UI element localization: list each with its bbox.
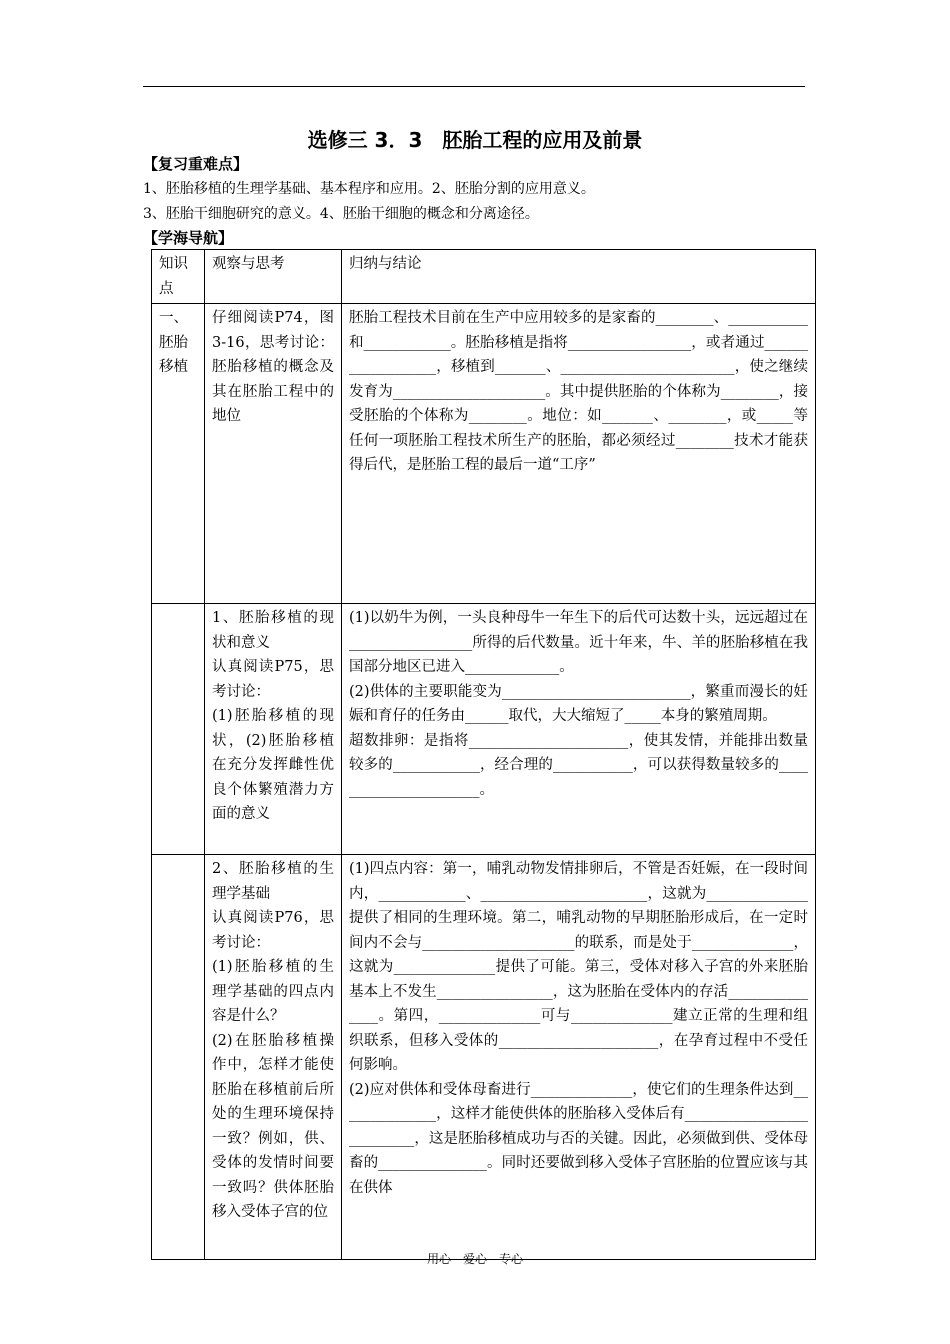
table-row xyxy=(152,855,816,1260)
table-header-row xyxy=(152,250,816,304)
conclusion-cell: (1)以奶牛为例，一头良种母牛一年生下的后代可达数十头，远远超过在_________________所得的后代数量。近十年来，牛、羊的胚胎移植在我国部分地区已进入_____________。 (2)供体的主要职能变为__________________________，繁重而漫长的妊娠和育仔的任务由______取代，大大缩短了_____本身的繁殖周期。 超数排卵：是指将______________________，使其发情，并能排出数量较多的____________，经合理的___________，可以获得数量较多的______________________。 xyxy=(342,604,816,855)
table-row xyxy=(152,604,816,855)
review-line-2: 3、胚胎干细胞研究的意义。4、胚胎干细胞的概念和分离途径。 xyxy=(143,206,539,222)
conclusion-cell: (1)四点内容：第一，哺乳动物发情排卵后，不管是否妊娠，在一段时间内，____________、_______________________，这就为______________提供了相同的生理环境。第二，哺乳动物的早期胚胎形成后，在一定时间内不会与_____________________的联系，而是处于______________，这就为______________提供了可能。第三，受体对移入子宫的外来胚胎基本上不发生________________，这为胚胎在受体内的存活_______________。第四，______________可与______________建立正常的生理和组织联系，但移入受体的______________________，在孕育过程中不受任何影响。 (2)应对供体和受体母畜进行______________，使它们的生理条件达到______________，这样才能使供体的胚胎移入受体后有__________________________，这是胚胎移植成功与否的关键。因此，必须做到供、受体母畜的_______________。同时还要做到移入受体子宫胚胎的位置应该与其在供体 xyxy=(342,855,816,1260)
table-row xyxy=(152,304,816,604)
conclusion-cell: 胚胎工程技术目前在生产中应用较多的是家畜的________、___________和____________。胚胎移植是指将_________________，或者通过__________________，移植到_______、________________________，使之继续发育为_____________________。其中提供胚胎的个体称为________，接受胚胎的个体称为________。地位：如_______、________，或_____等任何一项胚胎工程技术所生产的胚胎，都必须经过________技术才能获得后代，是胚胎工程的最后一道“工序” xyxy=(342,304,816,604)
column-header-conclusion: 归纳与结论 xyxy=(342,250,816,304)
page-footer: 用心 爱心 专心 xyxy=(426,1252,523,1266)
header-rule xyxy=(143,86,805,87)
review-line-1: 1、胚胎移植的生理学基础、基本程序和应用。2、胚胎分割的应用意义。 xyxy=(143,181,595,197)
think-cell: 仔细阅读P74，图3-16，思考讨论：胚胎移植的概念及其在胚胎工程中的地位 xyxy=(205,304,342,604)
page-title: 选修三 3．3 胚胎工程的应用及前景 xyxy=(307,128,643,152)
review-heading: 【复习重难点】 xyxy=(143,155,249,173)
guide-heading: 【学海导航】 xyxy=(143,229,234,247)
think-cell: 2、胚胎移植的生理学基础 认真阅读P76，思考讨论： (1)胚胎移植的生理学基础的四点内容是什么？ (2)在胚胎移植操作中，怎样才能使胚胎在移植前后所处的生理环境保持一致？例如，供、受体的发情时间要一致吗？供体胚胎移入受体子宫的位 xyxy=(205,855,342,1260)
guide-table xyxy=(151,249,816,1260)
topic-cell: 一、胚胎移植 xyxy=(152,304,205,604)
think-cell: 1、胚胎移植的现状和意义 认真阅读P75，思考讨论： (1)胚胎移植的现状，(2)胚胎移植在充分发挥雌性优良个体繁殖潜力方面的意义 xyxy=(205,604,342,855)
topic-cell xyxy=(152,604,205,855)
column-header-think: 观察与思考 xyxy=(205,250,342,304)
topic-cell xyxy=(152,855,205,1260)
column-header-topic: 知识点 xyxy=(152,250,205,304)
